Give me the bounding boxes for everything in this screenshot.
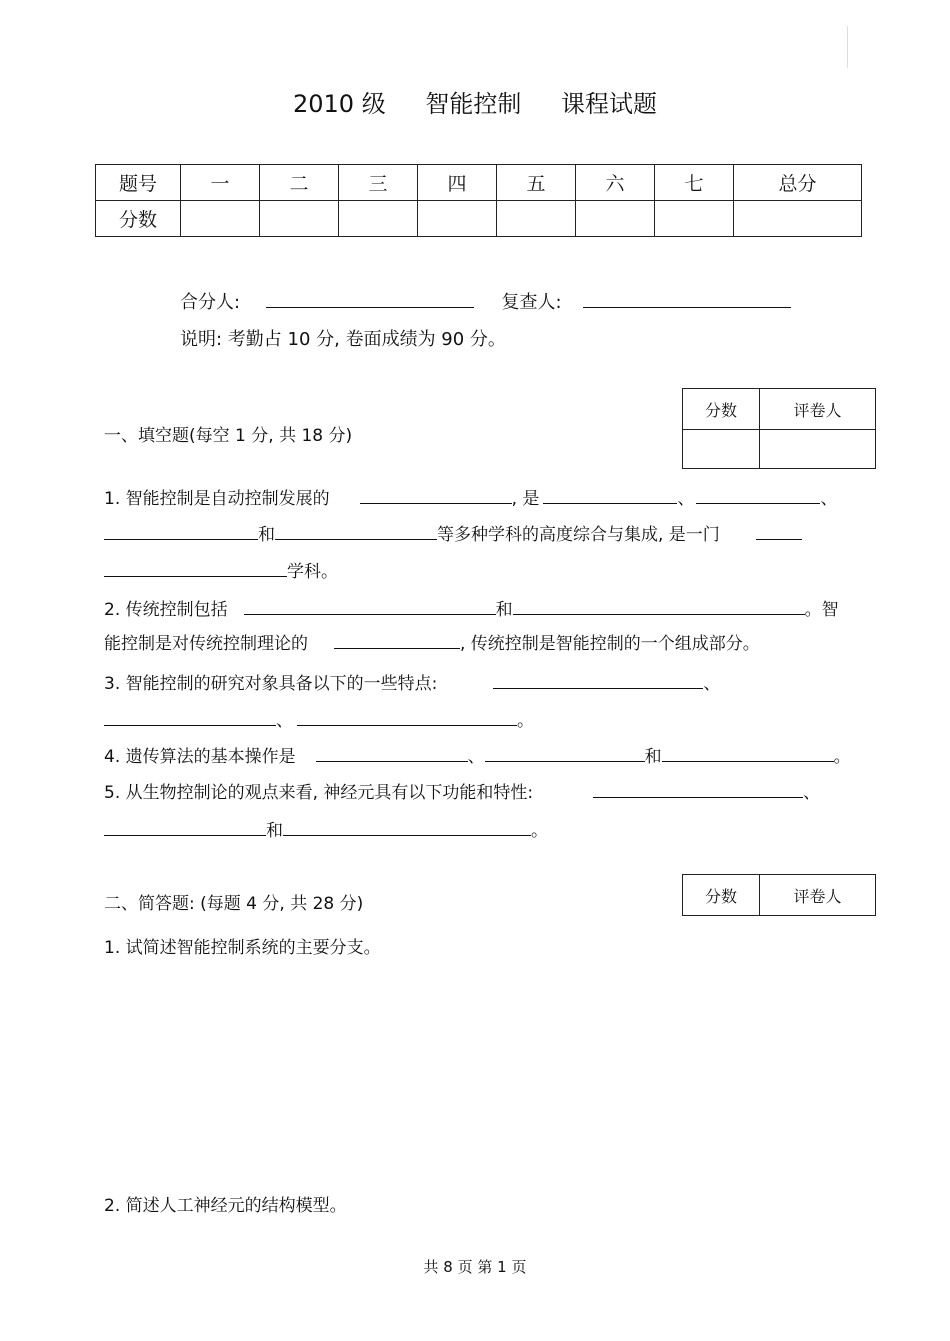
q5-blank-3[interactable] <box>283 817 531 836</box>
score-header-cell: 一 <box>181 165 260 201</box>
combiner-blank[interactable] <box>266 289 474 308</box>
reviewer-label: 复查人: <box>501 292 562 313</box>
section2-title: 二、简答题: (每题 4 分, 共 28 分) <box>104 894 364 914</box>
score-table-score-row <box>96 201 862 237</box>
q4-blank-2[interactable] <box>485 743 645 762</box>
reviewer-blank[interactable] <box>583 289 791 308</box>
q3-blank-2[interactable] <box>104 707 276 726</box>
q5-blank-2[interactable] <box>104 817 266 836</box>
page-footer: 共 8 页 第 1 页 <box>423 1258 527 1276</box>
q1-text: 、 <box>677 489 695 509</box>
score-cell[interactable] <box>497 201 576 237</box>
score-table-header-row <box>96 165 862 201</box>
q1-text: 、 <box>820 489 838 509</box>
q3-line2 <box>104 706 534 731</box>
q5-text: 。 <box>531 821 548 841</box>
q1-text: , 是 <box>511 489 540 509</box>
score-header-cell: 二 <box>260 165 339 201</box>
q1-line1 <box>104 484 837 509</box>
score-cell[interactable] <box>339 201 418 237</box>
q1-text: 学科。 <box>287 562 338 582</box>
q1-blank-4[interactable] <box>104 521 258 540</box>
section2-grader-box <box>682 874 876 916</box>
q1-text: 1. 智能控制是自动控制发展的 <box>104 489 330 509</box>
score-header-cell: 七 <box>655 165 734 201</box>
q5-text: 和 <box>266 821 283 841</box>
q2-text: 。智 <box>804 600 839 620</box>
margin-line <box>847 26 848 68</box>
section1-title: 一、填空题(每空 1 分, 共 18 分) <box>104 426 353 446</box>
q3-text: 、 <box>703 674 721 694</box>
q2-blank-3[interactable] <box>334 630 460 649</box>
grader-score-label: 分数 <box>683 875 760 916</box>
q3-text: 3. 智能控制的研究对象具备以下的一些特点: <box>104 674 438 694</box>
q3-text: 、 <box>276 711 293 731</box>
score-cell[interactable] <box>576 201 655 237</box>
q1-blank-2[interactable] <box>543 485 677 504</box>
combiner-label: 合分人: <box>180 292 241 313</box>
q1-blank-5[interactable] <box>275 521 437 540</box>
score-row-label: 分数 <box>96 201 181 237</box>
q2-line1 <box>104 595 839 620</box>
q1-blank-7[interactable] <box>104 558 287 577</box>
section2-q1: 1. 试简述智能控制系统的主要分支。 <box>104 938 381 958</box>
q3-line1 <box>104 669 720 694</box>
q4-blank-1[interactable] <box>316 743 468 762</box>
q5-blank-1[interactable] <box>593 779 803 798</box>
q2-blank-2[interactable] <box>513 596 805 615</box>
q4-text: 4. 遗传算法的基本操作是 <box>104 747 296 767</box>
exam-title <box>0 84 950 119</box>
q2-text: 2. 传统控制包括 <box>104 600 228 620</box>
q2-text: 能控制是对传统控制理论的 <box>104 634 308 654</box>
q4-text: 、 <box>467 747 485 767</box>
score-cell[interactable] <box>734 201 862 237</box>
q1-text: 和 <box>258 525 275 545</box>
grader-name-label: 评卷人 <box>760 875 876 916</box>
score-cell[interactable] <box>260 201 339 237</box>
q3-text: 。 <box>517 711 534 731</box>
grader-name-cell[interactable] <box>760 430 876 469</box>
q2-line2 <box>104 629 760 654</box>
q5-text: 、 <box>803 783 821 803</box>
q1-blank-6[interactable] <box>756 521 802 540</box>
score-header-cell: 四 <box>418 165 497 201</box>
score-table <box>95 164 862 237</box>
q2-blank-1[interactable] <box>244 596 496 615</box>
title-grade: 2010 级 <box>293 90 386 118</box>
score-header-cell: 五 <box>497 165 576 201</box>
q4-text: 和 <box>644 747 662 767</box>
score-header-cell: 三 <box>339 165 418 201</box>
score-header-cell: 总分 <box>734 165 862 201</box>
title-suffix: 课程试题 <box>561 90 657 118</box>
title-course: 智能控制 <box>425 90 522 118</box>
section1-grader-box <box>682 388 876 469</box>
combiner-line <box>180 288 791 314</box>
q3-blank-3[interactable] <box>297 707 517 726</box>
score-header-cell: 题号 <box>96 165 181 201</box>
q4-text: 。 <box>833 747 851 767</box>
score-cell[interactable] <box>181 201 260 237</box>
q1-blank-3[interactable] <box>696 485 820 504</box>
q1-line3 <box>104 557 338 582</box>
grader-score-label: 分数 <box>683 389 760 430</box>
q4-blank-3[interactable] <box>662 743 834 762</box>
score-header-cell: 六 <box>576 165 655 201</box>
section2-q2: 2. 简述人工神经元的结构模型。 <box>104 1196 347 1216</box>
score-cell[interactable] <box>418 201 497 237</box>
q5-text: 5. 从生物控制论的观点来看, 神经元具有以下功能和特性: <box>104 783 534 803</box>
q5-line2 <box>104 816 548 841</box>
q1-blank-1[interactable] <box>360 485 512 504</box>
q2-text: 和 <box>495 600 513 620</box>
q3-blank-1[interactable] <box>493 670 703 689</box>
grader-score-cell[interactable] <box>683 430 760 469</box>
q4-line <box>104 742 851 767</box>
q5-line1 <box>104 778 820 803</box>
score-cell[interactable] <box>655 201 734 237</box>
q1-text: 等多种学科的高度综合与集成, 是一门 <box>437 525 720 545</box>
grader-name-label: 评卷人 <box>760 389 876 430</box>
q2-text: , 传统控制是智能控制的一个组成部分。 <box>460 634 760 654</box>
exam-note: 说明: 考勤占 10 分, 卷面成绩为 90 分。 <box>180 329 506 350</box>
q1-line2 <box>104 520 802 545</box>
